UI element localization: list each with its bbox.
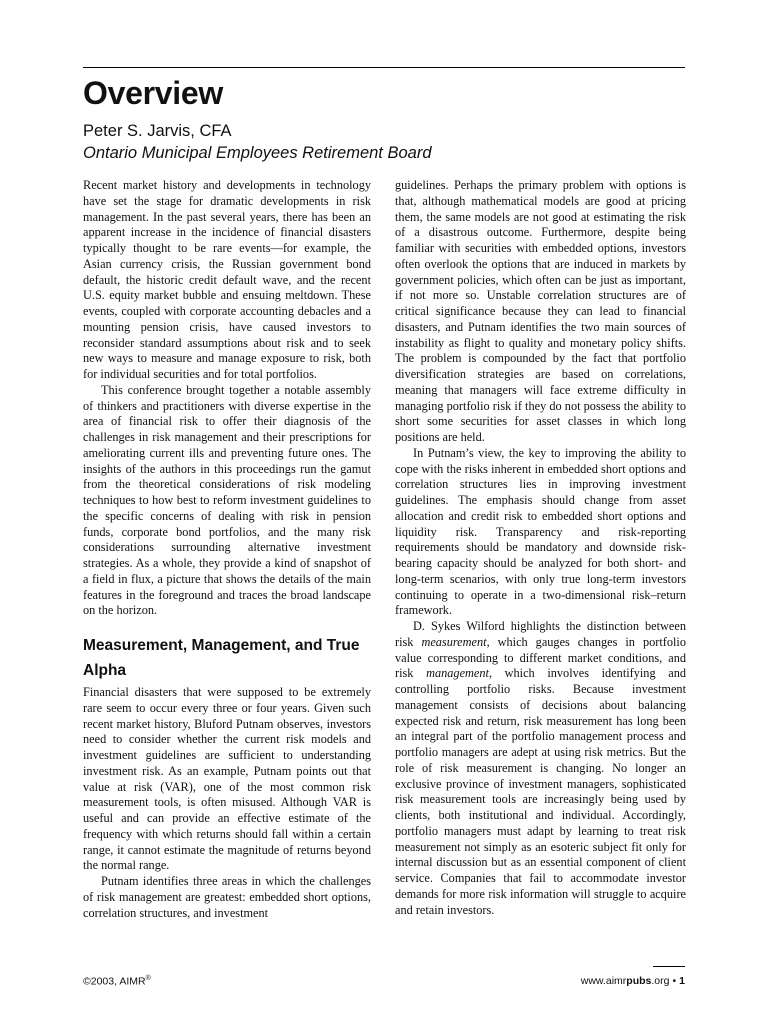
text-run: , which involves identifying and controlling portfolio risks. Because investment management consists of decisions about balancing expected risk and return, risk measurement has long been an integral part of the portfolio management process and portfolio managers are adept at using risk metrics. But the role of risk measurement is changing. No longer an exclusive province of investment managers, sophisticated risk measurement tools are increasingly being used by clients, both institutional and individual. Accordingly, portfolio managers must adapt by learning to treat risk measurement not simply as an esoteric subject fit only for internal discussion but as an essential component of client service. Companies that fail to accommodate investor demands for more risk information will struggle to acquire and retain investors. [395, 666, 686, 917]
site-url-bold[interactable]: pubs [626, 975, 652, 987]
paragraph [395, 619, 686, 918]
emphasis-measurement: measurement [421, 634, 487, 649]
site-url-prefix[interactable]: www.aimr [580, 975, 627, 987]
bullet-separator: • [672, 975, 677, 987]
paragraph: This conference brought together a notable assembly of thinkers and practitioners with diverse expertise in the area of financial risk to offer their diagnosis of the challenges in risk management and their prescriptions for ameliorating current ills and preventing future ones. The insights of the authors in this proceedings run the gamut from the theoretical considerations of risk modeling techniques to how best to reform investment guidelines to the specific concerns of dealing with risk in pension funds, corporate bond portfolios, and the many risk considerations surrounding alternative investment strategies. As a whole, they provide a kind of snapshot of a field in flux, a picture that shows the details of the main features in the foreground and traces the broad landscape on the horizon. [83, 382, 371, 618]
footer-rule [653, 966, 685, 967]
text-run: D. Sykes Wilford highlights the distinction between risk [395, 619, 686, 649]
paragraph: Financial disasters that were supposed to be extremely rare seem to occur every three or four years. Given such recent market history, Bluford Putnam observes, investors need to consider whether the current risk models and investment guidelines are sufficient to understanding investment risk. As an example, Putnam points out that value at risk (VAR), one of the most common risk measurement tools, is often misused. Although VAR is useful and can provide an effective estimate of the frequency with which returns should fall within a certain range, it cannot estimate the magnitude of returns beyond the normal range. [83, 685, 371, 873]
paragraph: Putnam identifies three areas in which the challenges of risk management are greatest: embedded short options, correlation structures, and investment [83, 874, 371, 920]
copyright-text: ©2003, AIMR [83, 975, 146, 988]
top-rule [83, 67, 685, 68]
registered-mark: ® [145, 975, 151, 982]
footer-site [581, 975, 685, 987]
paragraph: In Putnam’s view, the key to improving the ability to cope with the risks inherent in embedded short options and correlation structures lies in improving investment guidelines. The emphasis should change from asset allocation and credit risk to embedded short options and liquidity risk. Transparency and risk-reporting requirements should be mandatory and downside risk-bearing capacity should be analyzed for both short- and long-term scenarios, with only true long-term investors continuing to operate in a two-dimensional risk–return framework. [395, 445, 686, 618]
text-run: , which gauges changes in portfolio value corresponding to different market conditions, and risk [395, 634, 686, 681]
site-url-suffix[interactable]: .org [651, 975, 670, 987]
paragraph: guidelines. Perhaps the primary problem with options is that, although mathematical models are good at pricing them, the same models are not good at estimating the risk of a disastrous outcome. Furthermore, despite being familiar with securities with embedded options, investors often overlook the options that are induced in markets by government policies, which often can be just as important, if not more so. Unstable correlation structures are of critical significance because they can lead to financial disasters, and Putnam identifies the two main sources of instability as flight to quality and monetary policy shifts. The problem is compounded by the fact that portfolio diversification strategies are based on correlations, meaning that managers will face extreme difficulty in managing portfolio risk if they do not possess the ability to short some securities for asset classes in which long positions are held. [395, 178, 686, 444]
section-heading: Measurement, Management, and True Alpha [83, 637, 360, 679]
author-affiliation: Ontario Municipal Employees Retirement Board [83, 144, 432, 162]
paragraph: Recent market history and developments in technology have set the stage for dramatic developments in risk management. In the past several years, there has been an apparent increase in the incidence of financial disasters typically thought to be rare events—for example, the Asian currency crisis, the Russian government bond default, the historic credit default wave, and the recent U.S. equity market bubble and ensuing meltdown. These events, coupled with corporate accounting debacles and a mounting pension crisis, have caused investors to reconsider standard assumptions about risk and to seek new ways to measure and manage exposure to risk, both for individual securities and for total portfolios. [83, 178, 371, 381]
footer-copyright [83, 975, 151, 988]
emphasis-management: management [426, 666, 489, 681]
right-column [395, 178, 686, 918]
page-number: 1 [679, 975, 685, 987]
left-column [83, 178, 371, 921]
page-title: Overview [83, 75, 223, 111]
author-name: Peter S. Jarvis, CFA [83, 122, 232, 140]
